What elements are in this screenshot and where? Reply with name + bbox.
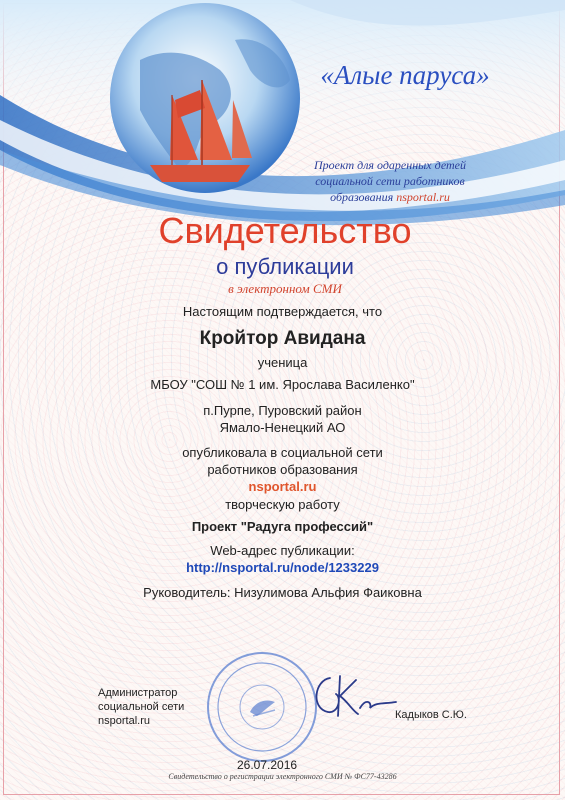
- admin-line-3: nsportal.ru: [98, 715, 150, 727]
- media-note: в электронном СМИ: [228, 281, 342, 296]
- admin-line-2: социальной сети: [98, 701, 185, 713]
- location-line-2: Ямало-Ненецкий АО: [219, 420, 346, 435]
- published-line-1: опубликовала в социальной сети: [182, 445, 383, 460]
- signature-icon: [300, 668, 400, 723]
- supervisor: Руководитель: Низулимова Альфия Фаиковна: [143, 585, 422, 600]
- project-note: [300, 157, 480, 205]
- signer-name: Кадыков С.Ю.: [395, 709, 467, 721]
- project-line-3-prefix: образования: [330, 190, 397, 204]
- publication-url[interactable]: http://nsportal.ru/node/1233229: [186, 560, 379, 575]
- issue-date: 26.07.2016: [237, 758, 298, 772]
- work-title: Проект "Радуга профессий": [191, 519, 374, 534]
- work-type: творческую работу: [225, 497, 340, 512]
- site-name[interactable]: nsportal.ru: [248, 479, 317, 494]
- project-line-2: социальной сети работников: [315, 174, 465, 188]
- confirmation-text: Настоящим подтверждается, что: [182, 304, 383, 319]
- school-name: МБОУ "СОШ № 1 им. Ярослава Василенко": [150, 377, 415, 392]
- student-role: ученица: [257, 355, 308, 370]
- certificate-title: Свидетельство: [158, 210, 412, 251]
- header-artwork: [0, 0, 565, 230]
- admin-line-1: Администратор: [98, 687, 178, 699]
- location-line-1: п.Пурпе, Пуровский район: [203, 403, 362, 418]
- registration-note: Свидетельство о регистрации электронного СМИ № ФС77-43286: [168, 772, 397, 781]
- administrator-block: [98, 686, 218, 728]
- certificate-subtitle: о публикации: [216, 254, 354, 279]
- web-address-label: Web-адрес публикации:: [210, 543, 355, 558]
- project-line-3: [300, 189, 480, 205]
- published-line-2: работников образования: [207, 462, 358, 477]
- project-site-link[interactable]: nsportal.ru: [396, 190, 450, 204]
- student-name: Кройтор Авидана: [199, 328, 366, 349]
- brand-title: «Алые паруса»: [320, 60, 490, 90]
- project-line-1: Проект для одаренных детей: [314, 158, 466, 172]
